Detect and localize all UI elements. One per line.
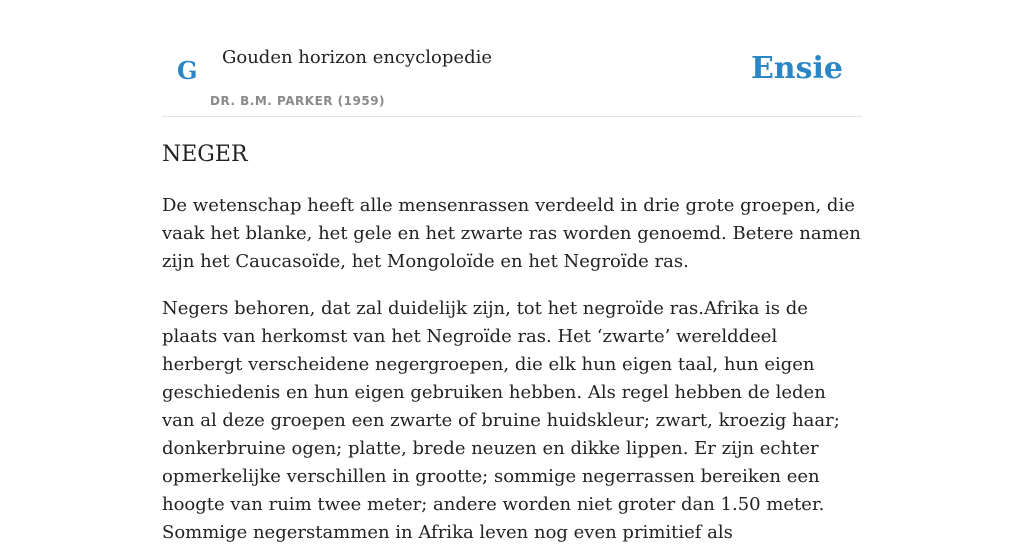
source-author: DR. B.M. PARKER (1959)	[210, 94, 386, 108]
source-title-link[interactable]: Gouden horizon encyclopedie	[222, 47, 492, 68]
article-body	[162, 138, 862, 547]
article-headword: NEGER	[162, 142, 248, 167]
source-header	[162, 0, 862, 117]
source-logo[interactable]: G	[177, 56, 198, 85]
article-paragraph: Negers behoren, dat zal duidelijk zijn, tot het negroïde ras.Afrika is de plaats van herkomst van het Negroïde ras. Het ‘zwarte’ werelddeel herbergt verscheidene negergroepen, die elk hun eigen taal, hun eigen geschiedenis en hun eigen gebruiken hebben. Als regel hebben de leden van al deze groepen een zwarte of bruine huidskleur; zwart, kroezig haar; donkerbruine ogen; platte, brede neuzen en dikke lippen. Er zijn echter opmerkelijke verschillen in grootte; sommige negerrassen bereiken een hoogte van ruim twee meter; andere worden niet groter dan 1.50 meter. Sommige negerstammen in Afrika leven nog even primitief als	[162, 298, 840, 543]
article-paragraph: De wetenschap heeft alle mensenrassen verdeeld in drie grote groepen, die vaak het blanke, het gele en het zwarte ras worden genoemd. Betere namen zijn het Caucasoïde, het Mongoloïde en het Negroïde ras.	[162, 195, 861, 272]
ensie-logo-link[interactable]: Ensie	[750, 51, 843, 86]
